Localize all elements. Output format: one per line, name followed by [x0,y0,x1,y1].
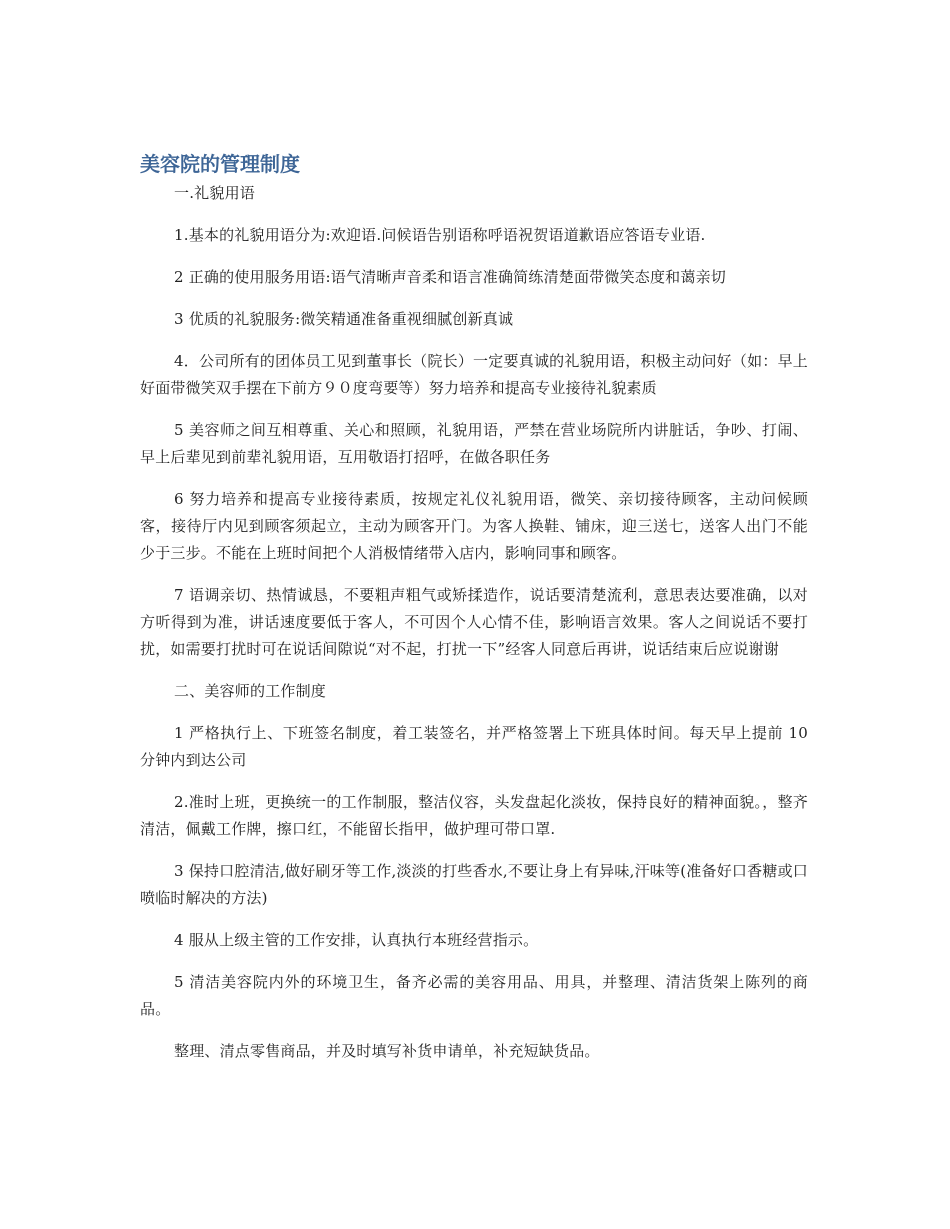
paragraph: 1 严格执行上、下班签名制度，着工装签名，并严格签署上下班具体时间。每天早上提前 10 分钟内到达公司 [140,724,808,769]
paragraph: 7 语调亲切、热情诚恳，不要粗声粗气或矫揉造作，说话要清楚流利，意思表达要准确，以对方听得到为准，讲话速度要低于客人，不可因个人心情不佳，影响语言效果。客人之间说话不要打扰，如需要打扰时可在说话间隙说“对不起，打扰一下”经客人同意后再讲，说话结束后应说谢谢 [140,586,808,658]
paragraph: 3 优质的礼貌服务:微笑精通准备重视细腻创新真诚 [174,310,514,328]
section-heading-work-rules: 二、美容师的工作制度 [174,682,327,700]
paragraph: 4．公司所有的团体员工见到董事长（院长）一定要真诚的礼貌用语，积极主动问好（如：早上好面带微笑双手摆在下前方９０度弯要等）努力培养和提高专业接待礼貌素质 [140,352,808,397]
paragraph: 2 正确的使用服务用语:语气清晰声音柔和语言准确简练清楚面带微笑态度和蔼亲切 [174,268,726,286]
section-heading-courtesy: 一.礼貌用语 [174,184,255,202]
document-title: 美容院的管理制度 [140,152,300,176]
document-body [140,150,808,1080]
paragraph: 3 保持口腔清洁,做好刷牙等工作,淡淡的打些香水,不要让身上有异味,汗味等(准备好口香糖或口喷临时解决的方法) [140,862,808,907]
paragraph: 5 清洁美容院内外的环境卫生，备齐必需的美容用品、用具，并整理、清洁货架上陈列的商品。 [140,973,808,1018]
paragraph: 4 服从上级主管的工作安排，认真执行本班经营指示。 [174,931,539,949]
paragraph: 整理、清点零售商品，并及时填写补货申请单，补充短缺货品。 [174,1042,600,1060]
paragraph: 1.基本的礼貌用语分为:欢迎语.问候语告别语称呼语祝贺语道歉语应答语专业语. [174,226,706,244]
paragraph: 5 美容师之间互相尊重、关心和照顾，礼貌用语，严禁在营业场院所内讲脏话，争吵、打闹、早上后辈见到前辈礼貌用语，互用敬语打招呼，在做各职任务 [140,421,808,466]
paragraph: 2.准时上班，更换统一的工作制服，整洁仪容，头发盘起化淡妆，保持良好的精神面貌。，整齐清洁，佩戴工作牌，擦口红，不能留长指甲，做护理可带口罩. [140,793,808,838]
paragraph: 6 努力培养和提高专业接待素质，按规定礼仪礼貌用语，微笑、亲切接待顾客，主动问候顾客，接待厅内见到顾客须起立，主动为顾客开门。为客人换鞋、铺床，迎三送七，送客人出门不能少于三步。不能在上班时间把个人消极情绪带入店内，影响同事和顾客。 [140,490,808,562]
